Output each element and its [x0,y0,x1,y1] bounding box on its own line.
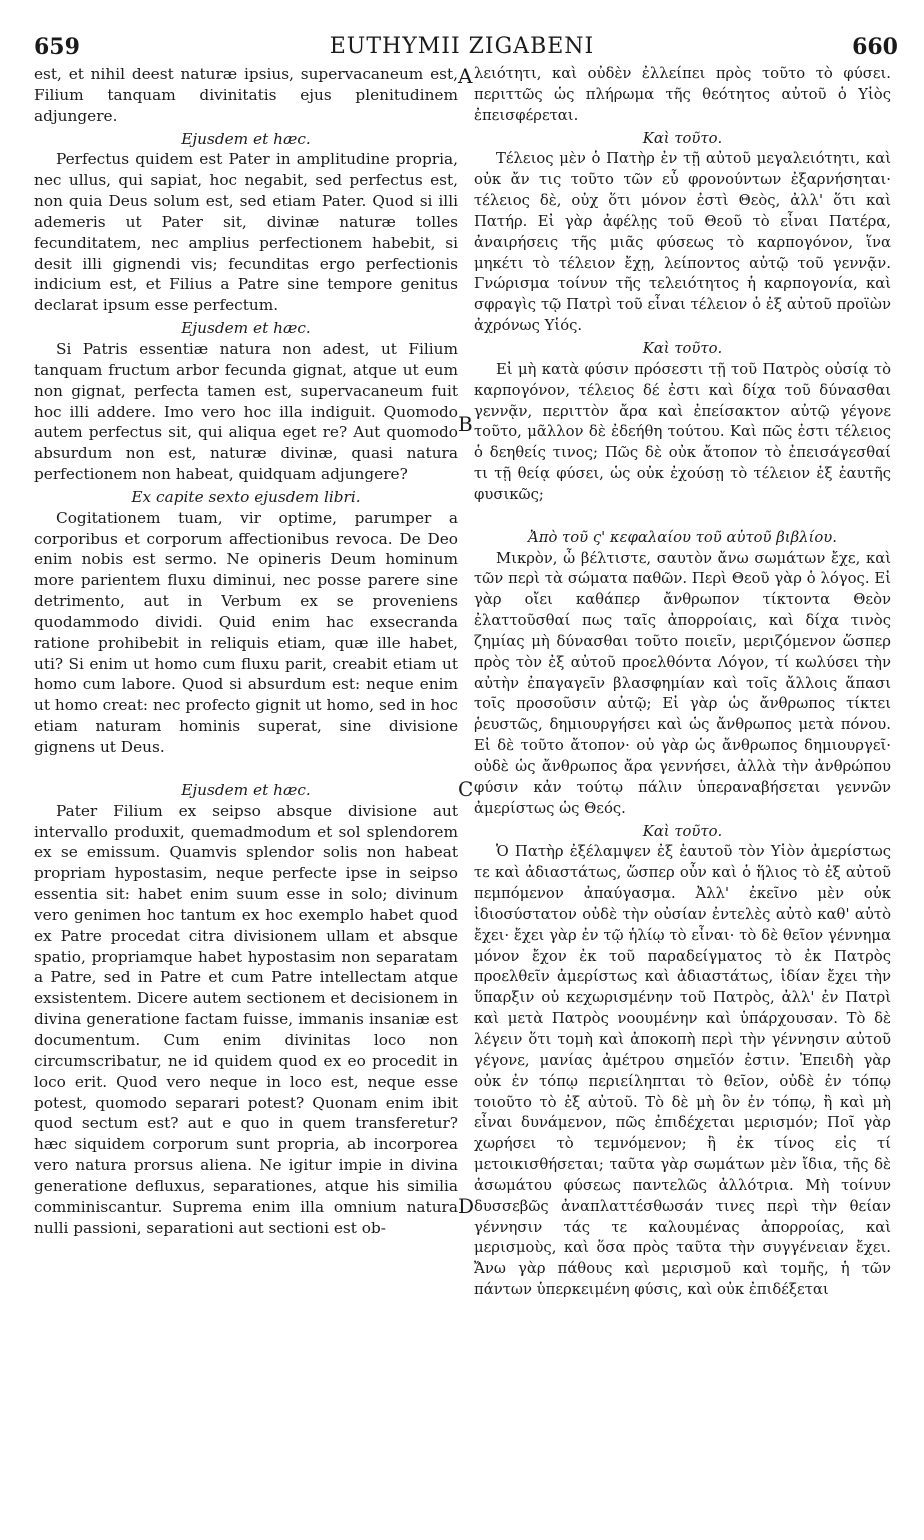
page-number-right: 660 [852,34,898,60]
section-heading: Ἀπὸ τοῦ ς' κεφαλαίου τοῦ αὐτοῦ βιβλίου. [528,528,837,546]
section-gap [34,758,458,778]
greek-paragraph: Μικρὸν, ὦ βέλτιστε, σαυτὸν ἄνω σωμάτων ἔχε, καὶ τῶν περὶ τὰ σώματα παθῶν. Περὶ Θεοῦ γὰρ ὁ λόγος. Εἰ γὰρ οἴει καθάπερ ἄνθρωπον τίκτοντα Θεὸν ἐλαττοῦσθαί πως ταῖς ἀπορροίαις, καὶ δίχα τινὸς ζημίας μὴ δύνασθαι τοῦτο ποιεῖν, μεριζόμενον ὥσπερ πρὸς τὸν ἐξ αὐτοῦ προελθόντα Λόγον, τί κωλύσει τὴν αὐτὴν ἐπαγαγεῖν βλασφημίαν καὶ τοῖς ἄλλοις ἅπασι τοῖς προσοῦσιν αὐτῷ; Εἰ γὰρ ὡς ἄνθρωπος τίκτει ῥευστῶς, δημιουργήσει καὶ ὡς ἄνθρωπος μετὰ πόνου. Εἰ δὲ τοῦτο ἄτοπον· οὐ γὰρ ὡς ἄνθρωπος δημιουργεῖ· οὐδὲ ὡς ἄνθρωπος ἄρα γεννήσει, ἀλλὰ τὴν ἀνθρώπου φύσιν κἀν τούτῳ πάλιν ὑπεραναβήσεται γεννῶν ἀμερίστως ὡς Θεός. [474,549,891,817]
page-header [0,0,924,62]
section-heading: Καὶ τοῦτο. [642,822,723,840]
latin-paragraph: Perfectus quidem est Pater in amplitudine propria, nec ullus, qui sapiat, hoc negabit, sed perfectus est, non quia Deus solum est, sed etiam Pater. Quod si illi ademeris ut Pater sit, divinæ naturæ tolles fecunditatem, nec amplius perfectionem habebit, si desit illi gignendi vis; fecunditas ergo perfectionis indicium est, et Filius a Patre sine tempore genitus declarat ipsum esse perfectum. [34,150,458,315]
latin-paragraph: est, et nihil deest naturæ ipsius, supervacaneum est, Filium tanquam divinitatis ejus plenitudinem adjungere. [34,65,458,125]
greek-paragraph: λειότητι, καὶ οὐδὲν ἐλλείπει πρὸς τοῦτο τὸ φύσει. περιττῶς ὡς πλήρωμα τῆς θεότητος αὐτοῦ ὁ Υἱὸς ἐπεισφέρεται. [474,65,891,124]
section-heading: Ejusdem et hæc. [181,319,311,338]
section-heading: Ejusdem et hæc. [181,780,311,799]
latin-column [34,64,458,1238]
section-heading: Ejusdem et hæc. [181,129,311,148]
page-number-left: 659 [34,34,80,60]
greek-column [474,64,891,1301]
latin-paragraph: Pater Filium ex seipso absque divisione aut intervallo produxit, quemadmodum et sol splendorem ex se emissum. Quamvis splendor solis non habeat propriam hypostasim, neque perfecte ipse in seipso essentia sit: habet enim suum esse in solo; divinum vero genimen hoc tantum ex hoc exemplo habet quod ex Patre procedat citra divisionem ullam et absque spatio, propriamque habet hypostasim non separatam a Patre, sed in Patre et cum Patre intellectam atque exsistentem. Dicere autem sectionem et decisionem in divina generatione factam fuisse, immanis insaniæ est documentum. Cum enim divinitas loco non circumscribatur, ne id quidem quod ex eo procedit in loco erit. Quod vero neque in loco est, neque esse potest, quomodo separari potest? Quonam enim ibit quod sectum est? aut e quo in quem transferetur? hæc siquidem corporum sunt propria, ab incorporea vero natura prorsus aliena. Ne igitur impie in divina generatione defluxus, separationes, atque his similia comminiscantur. Suprema enim illa omnium natura nulli passioni, separationi aut sectioni est ob- [34,801,458,1237]
section-heading: Ex capite sexto ejusdem libri. [131,487,361,506]
margin-letter-c: C [458,777,474,801]
latin-paragraph: Cogitationem tuam, vir optime, parumper a corporibus et corporum affectionibus revoca. De Deo enim nobis est sermo. Ne opineris Deum hominum more parientem fluxu diminui, nec posse parere sine detrimento, aut in Verbum ex se proveniens quodammodo dividi. Quid enim hac exsecranda ratione prohibebit in reliquis etiam, quæ ille habet, uti? Si enim ut homo cum fluxu parit, creabit etiam ut homo cum labore. Quod si absurdum est: neque enim ut homo creat: nec profecto gignit ut homo, sed in hoc etiam naturam hominis superat, sine divisione gignens ut Deus. [34,508,458,756]
section-heading: Καὶ τοῦτο. [642,339,723,357]
margin-letter-d: D [458,1194,475,1218]
greek-paragraph: Τέλειος μὲν ὁ Πατὴρ ἐν τῇ αὐτοῦ μεγαλειότητι, καὶ οὐκ ἄν τις τοῦτο τῶν εὖ φρονούντων ἐξαρνήσηται· τέλειος δὲ, οὐχ ὅτι μόνον ἐστὶ Θεὸς, ἀλλ' ὅτι καὶ Πατήρ. Εἰ γὰρ ἀφέλῃς τοῦ Θεοῦ τὸ εἶναι Πατέρα, ἀναιρήσεις τῆς μιᾶς φύσεως τὸ καρπογόνον, ἵνα μηκέτι τὸ τέλειον ἔχῃ, λείποντος αὐτῷ τοῦ γεννᾷν. Γνώρισμα τοίνυν τῆς τελειότητος ἡ καρπογονία, καὶ σφραγὶς τῷ Πατρὶ τοῦ εἶναι τέλειον ὁ ἐξ αὐτοῦ προϊὼν ἀχρόνως Υἱός. [474,150,891,335]
latin-paragraph: Si Patris essentiæ natura non adest, ut Filium tanquam fructum arbor fecunda gignat, atque ut eum non gignat, perfecta tamen est, supervacaneum fuit hoc illi addere. Imo vero hoc illa indiguit. Quomodo autem perfectus sit, qui aliqua eget re? Aut quomodo absurdum non est, naturæ divinæ, quasi natura perfectionem non habeat, quidquam adjungere? [34,339,458,484]
running-title: EUTHYMII ZIGABENI [329,34,595,59]
section-gap [474,506,891,526]
margin-letter-a: A [458,64,473,88]
greek-paragraph: Εἰ μὴ κατὰ φύσιν πρόσεστι τῇ τοῦ Πατρὸς οὐσίᾳ τὸ καρπογόνον, τέλειος δέ ἐστι καὶ δίχα τοῦ δύνασθαι γεννᾷν, περιττὸν ἄρα καὶ ἐπείσακτον αὐτῷ γέγονε τοῦτο, μᾶλλον δὲ ἐδεήθη τούτου. Καὶ πῶς ἐστι τέλειος ὁ δεηθείς τινος; Πῶς δὲ οὐκ ἄτοπον τὸ ἐπεισάγεσθαί τι τῇ θείᾳ φύσει, ὡς οὐκ ἐχούσῃ τὸ τέλειον ἐξ ἑαυτῆς φυσικῶς; [474,360,891,503]
greek-paragraph: Ὁ Πατὴρ ἐξέλαμψεν ἐξ ἑαυτοῦ τὸν Υἱὸν ἀμερίστως τε καὶ ἀδιαστάτως, ὥσπερ οὖν καὶ ὁ ἥλιος τὸ ἐξ αὐτοῦ πεμπόμενον ἀπαύγασμα. Ἀλλ' ἐκεῖνο μὲν οὐκ ἰδιοσύστατον οὐδὲ τὴν οὐσίαν ἐντελὲς αὐτὸ καθ' αὑτὸ ἔχει· ἔχει γὰρ ἐν τῷ ἡλίῳ τὸ εἶναι· τὸ δὲ θεῖον γέννημα μόνον ἔχον ἐκ τοῦ παραδείγματος τὸ ἐκ Πατρὸς προελθεῖν ἀμερίστως καὶ ἀδιαστάτως, ἰδίαν ἔχει τὴν ὕπαρξιν οὐ κεχωρισμένην τοῦ Πατρὸς, ἀλλ' ἐν Πατρὶ καὶ μετὰ Πατρὸς νοουμένην καὶ ὑπάρχουσαν. Τὸ δὲ λέγειν ὅτι τομὴ καὶ ἀποκοπὴ περὶ τὴν γέννησιν αὐτοῦ γέγονε, μανίας ἀμέτρου σημεῖόν ἐστιν. Ἐπειδὴ γὰρ οὐκ ἐν τόπῳ περιείληπται τὸ θεῖον, οὐδὲ ἐν τόπῳ τοιοῦτο τὸ ἐξ αὐτοῦ. Τὸ δὲ μὴ ὂν ἐν τόπῳ, ἢ καὶ μὴ εἶναι δυνάμενον, πῶς ἐπιδέχεται μερισμόν; Ποῖ γὰρ χωρήσει τὸ τεμνόμενον; ἢ ἐκ τίνος εἰς τί μετοικισθήσεται; ταῦτα γὰρ σωμάτων μὲν ἴδια, τῆς δὲ ἀσωμάτου φύσεως παντελῶς ἀλλότρια. Μὴ τοίνυν δυσσεβῶς ἀναπλαττέσθωσάν τινες περὶ τὴν θείαν γέννησιν τάς τε καλουμένας ἀπορροίας, καὶ μερισμοὺς, καὶ ὅσα πρὸς ταῦτα τὴν συγγένειαν ἔχει. Ἄνω γὰρ πάθους καὶ μερισμοῦ καὶ τομῆς, ἡ τῶν πάντων ὑπερκειμένη φύσις, καὶ οὐκ ἐπιδέξεται [474,843,891,1299]
section-heading: Καὶ τοῦτο. [642,129,723,147]
margin-letter-b: B [458,412,473,436]
